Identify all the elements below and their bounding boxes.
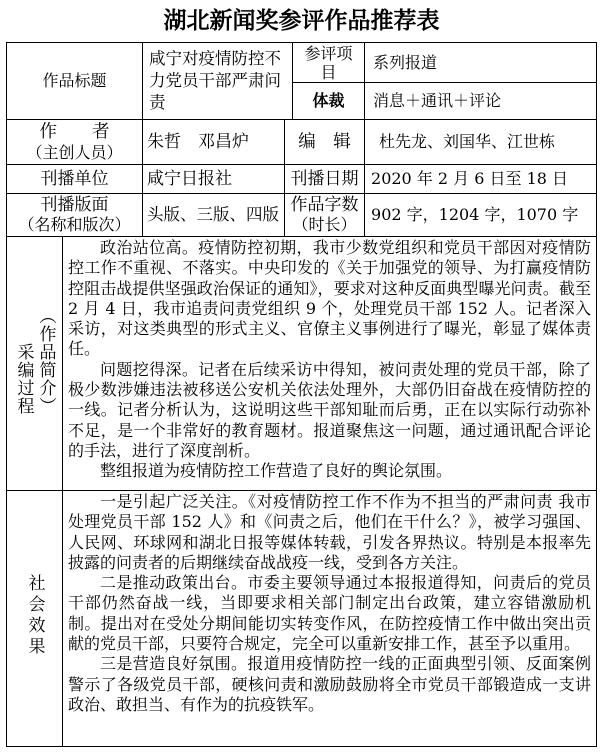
date-label: 刊播日期 bbox=[285, 165, 365, 194]
page-value: 头版、三版、四版 bbox=[143, 194, 285, 237]
process-label-main: 采编过程 bbox=[13, 343, 34, 415]
effect-label-text: 社会效果 bbox=[24, 574, 45, 658]
author-value: 朱哲 邓昌炉 bbox=[143, 120, 285, 165]
effect-paragraph-2: 二是推动政策出台。市委主要领导通过本报报道得知，问责后的党员干部仍然奋战一线，当即要求相关部门制定出台政策，建立容错激励机制。提出对在受处分期间能切实转变作风，在防控疫情工作中做出突出贡献的党员干部，只要符合规定，完全可以重新安排工作，甚至予以重用。 bbox=[68, 573, 592, 654]
process-content bbox=[63, 237, 597, 491]
title-label: 作品标题 bbox=[7, 43, 143, 120]
process-label bbox=[7, 237, 63, 491]
category-label: 参评项目 bbox=[293, 43, 365, 83]
process-paragraph-1: 政治站位高。疫情防控初期，我市少数党组织和党员干部因对疫情防控工作不重视、不落实。中央印发的《关于加强党的领导、为打赢疫情防控阻击战提供坚强政治保证的通知》，要求对这种反面典型曝光问责。截至 2 月 4 日，我市追责问责党组织 9 个，处理党员干部 152 人。记者深入采访，对这类典型的形式主义、官僚主义事例进行了曝光，彰显了媒体责任。 bbox=[68, 238, 592, 359]
editor-value: 杜先龙、刘国华、江世栋 bbox=[365, 120, 597, 165]
effect-content bbox=[63, 491, 597, 747]
row-effect bbox=[7, 491, 597, 747]
author-label-main: 作 者 bbox=[39, 121, 110, 142]
page-label bbox=[7, 194, 143, 237]
effect-paragraph-1: 一是引起广泛关注。《对疫情防控工作不作为不担当的严肃问责 我市处理党员干部 152 人》和《问责之后，他们在干什么？》，被学习强国、人民网、环球网和湖北日报等媒体转载，引发各界热议。特别是本报率先披露的问责者的后期继续奋战战疫一线，受到各方关注。 bbox=[68, 492, 592, 572]
words-label-main: 作品字数 bbox=[290, 195, 359, 215]
row-process bbox=[7, 237, 597, 491]
row-author-editor bbox=[7, 120, 597, 165]
row-page-words bbox=[7, 194, 597, 237]
title-value: 咸宁对疫情防控不力党员干部严肃问责 bbox=[143, 43, 293, 120]
author-label bbox=[7, 120, 143, 165]
effect-label bbox=[7, 491, 63, 747]
words-label bbox=[285, 194, 365, 237]
page-label-main: 刊播版面 bbox=[40, 195, 109, 215]
row-title-category bbox=[7, 43, 597, 83]
process-paragraph-2: 问题挖得深。记者在后续采访中得知，被问责处理的党员干部，除了极少数涉嫌违法被移送公安机关依法处理外，大部仍旧奋战在疫情防控的一线。记者分析认为，这说明这些干部知耻而后勇，正在以实际行动弥补不足，是一个非常好的教育题材。报道聚焦这一问题，通过通讯配合评论的手法，进行了深度剖析。 bbox=[68, 359, 592, 460]
recommendation-form bbox=[6, 42, 597, 747]
editor-label: 编 辑 bbox=[285, 120, 365, 165]
words-value: 902 字，1204 字，1070 字 bbox=[365, 194, 597, 237]
unit-value: 咸宁日报社 bbox=[143, 165, 285, 194]
process-paragraph-3: 整组报道为疫情防控工作营造了良好的舆论氛围。 bbox=[100, 461, 453, 481]
form-title: 湖北新闻奖参评作品推荐表 bbox=[163, 7, 440, 34]
date-value: 2020 年 2 月 6 日至 18 日 bbox=[365, 165, 597, 194]
unit-label: 刊播单位 bbox=[7, 165, 143, 194]
row-unit-date bbox=[7, 165, 597, 194]
genre-label: 体裁 bbox=[293, 83, 365, 120]
page-label-sub: （名称和版次） bbox=[18, 215, 131, 234]
genre-value: 消息＋通讯＋评论 bbox=[365, 83, 597, 120]
effect-paragraph-3: 三是营造良好氛围。报道用疫情防控一线的正面典型引领、反面案例警示了各级党员干部，硬核问责和激励鼓励将全市党员干部锻造成一支讲政治、敢担当、有作为的抗疫铁军。 bbox=[68, 654, 592, 714]
words-label-sub: （时长） bbox=[292, 215, 357, 234]
process-label-sub: （作品简介） bbox=[35, 307, 56, 415]
author-label-sub: （主创人员） bbox=[26, 142, 123, 162]
category-value: 系列报道 bbox=[365, 43, 597, 83]
